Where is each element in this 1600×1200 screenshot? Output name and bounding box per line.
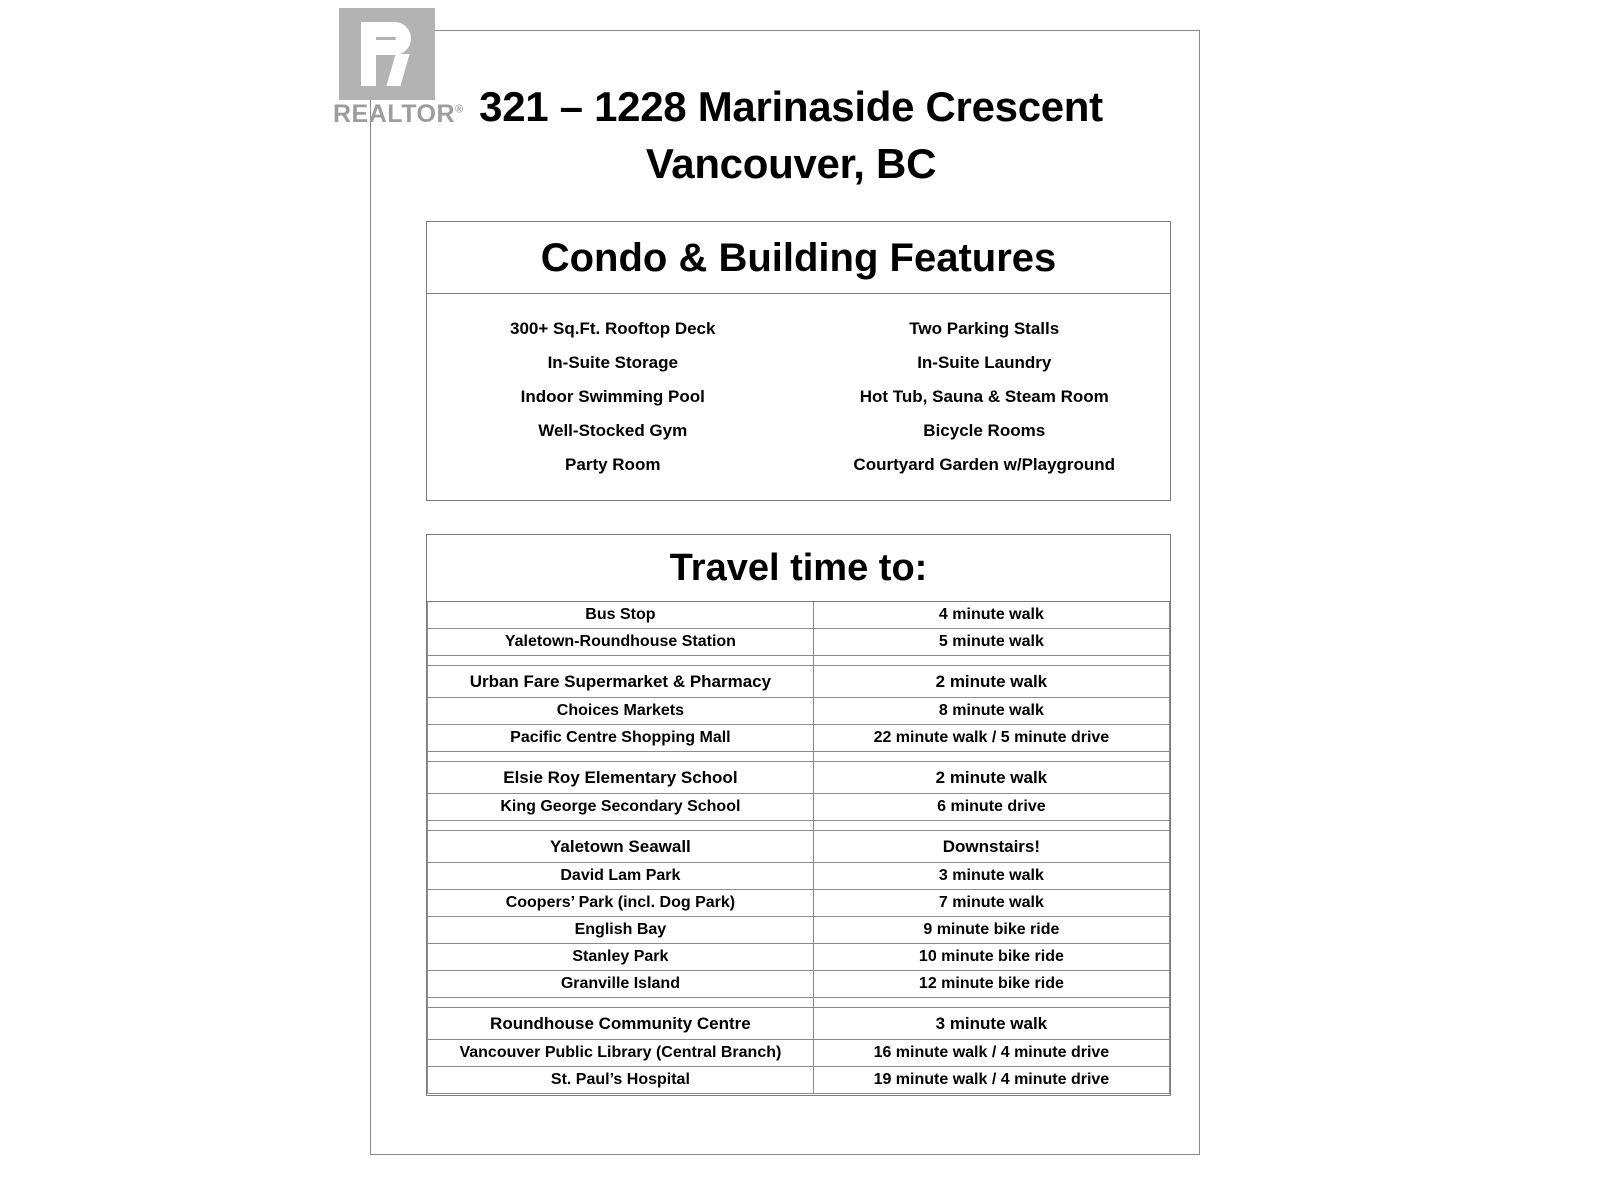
feature-item: In-Suite Laundry — [917, 353, 1052, 372]
realtor-r-icon — [339, 8, 435, 100]
travel-duration-cell: 22 minute walk / 5 minute drive — [813, 725, 1169, 752]
condo-features-heading: Condo & Building Features — [427, 222, 1170, 294]
travel-duration-cell: 10 minute bike ride — [813, 944, 1169, 971]
feature-item: 300+ Sq.Ft. Rooftop Deck — [510, 319, 716, 338]
table-spacer-row — [428, 998, 1170, 1008]
feature-item: In-Suite Storage — [547, 353, 678, 372]
travel-duration-cell: 3 minute walk — [813, 1008, 1169, 1040]
table-row — [428, 762, 1170, 794]
travel-duration-cell: 6 minute drive — [813, 794, 1169, 821]
feature-item: Bicycle Rooms — [923, 421, 1046, 440]
travel-duration-cell: 19 minute walk / 4 minute drive — [813, 1067, 1169, 1094]
table-row — [428, 794, 1170, 821]
travel-destination-cell: Stanley Park — [428, 944, 814, 971]
travel-destination-cell: King George Secondary School — [428, 794, 814, 821]
title-line-2: Vancouver, BC — [645, 139, 937, 187]
travel-destination-cell: Coopers’ Park (incl. Dog Park) — [428, 890, 814, 917]
realtor-wordmark-text: REALTOR — [333, 100, 456, 128]
feature-item: Hot Tub, Sauna & Steam Room — [859, 387, 1109, 406]
table-spacer-row — [428, 656, 1170, 666]
travel-destination-cell: English Bay — [428, 917, 814, 944]
travel-destination-cell: Choices Markets — [428, 698, 814, 725]
travel-duration-cell: 8 minute walk — [813, 698, 1169, 725]
table-row — [428, 629, 1170, 656]
travel-time-heading: Travel time to: — [427, 535, 1170, 602]
table-row — [428, 1008, 1170, 1040]
travel-duration-cell: 5 minute walk — [813, 629, 1169, 656]
condo-features-body — [427, 294, 1170, 482]
table-row — [428, 666, 1170, 698]
travel-duration-cell: 9 minute bike ride — [813, 917, 1169, 944]
travel-duration-cell: 2 minute walk — [813, 762, 1169, 794]
travel-destination-cell: Yaletown Seawall — [428, 831, 814, 863]
title-line-1: 321 – 1228 Marinaside Crescent — [479, 83, 1103, 130]
travel-destination-cell: David Lam Park — [428, 863, 814, 890]
feature-item: Party Room — [565, 455, 661, 474]
table-row — [428, 971, 1170, 998]
realtor-logo — [333, 8, 464, 133]
realtor-wordmark — [333, 100, 464, 128]
travel-destination-cell: Granville Island — [428, 971, 814, 998]
travel-destination-cell: Yaletown-Roundhouse Station — [428, 629, 814, 656]
feature-item: Courtyard Garden w/Playground — [853, 455, 1116, 474]
feature-item: Well-Stocked Gym — [538, 421, 688, 440]
table-spacer-row — [428, 821, 1170, 831]
travel-duration-cell: Downstairs! — [813, 831, 1169, 863]
travel-duration-cell: 3 minute walk — [813, 863, 1169, 890]
travel-duration-cell: 12 minute bike ride — [813, 971, 1169, 998]
travel-destination-cell: Roundhouse Community Centre — [428, 1008, 814, 1040]
condo-features-panel — [426, 221, 1171, 501]
table-row — [428, 863, 1170, 890]
travel-time-panel — [426, 534, 1171, 1096]
table-row — [428, 917, 1170, 944]
travel-destination-cell: Vancouver Public Library (Central Branch) — [428, 1040, 814, 1067]
table-row — [428, 831, 1170, 863]
table-row — [428, 1067, 1170, 1094]
travel-duration-cell: 16 minute walk / 4 minute drive — [813, 1040, 1169, 1067]
registered-mark: ® — [455, 103, 464, 116]
table-row — [428, 944, 1170, 971]
table-row — [428, 602, 1170, 629]
travel-destination-cell: Bus Stop — [428, 602, 814, 629]
travel-destination-cell: Pacific Centre Shopping Mall — [428, 725, 814, 752]
page-title — [431, 79, 1151, 192]
travel-destination-cell: Elsie Roy Elementary School — [428, 762, 814, 794]
document-page — [370, 30, 1200, 1155]
travel-duration-cell: 2 minute walk — [813, 666, 1169, 698]
travel-destination-cell: St. Paul’s Hospital — [428, 1067, 814, 1094]
travel-destination-cell: Urban Fare Supermarket & Pharmacy — [428, 666, 814, 698]
feature-item: Two Parking Stalls — [909, 319, 1060, 338]
table-row — [428, 890, 1170, 917]
travel-time-table — [427, 602, 1170, 1094]
table-row — [428, 698, 1170, 725]
table-spacer-row — [428, 752, 1170, 762]
table-row — [428, 725, 1170, 752]
travel-duration-cell: 4 minute walk — [813, 602, 1169, 629]
condo-features-right-column — [799, 312, 1171, 482]
table-row — [428, 1040, 1170, 1067]
feature-item: Indoor Swimming Pool — [520, 387, 705, 406]
travel-duration-cell: 7 minute walk — [813, 890, 1169, 917]
condo-features-left-column — [427, 312, 799, 482]
